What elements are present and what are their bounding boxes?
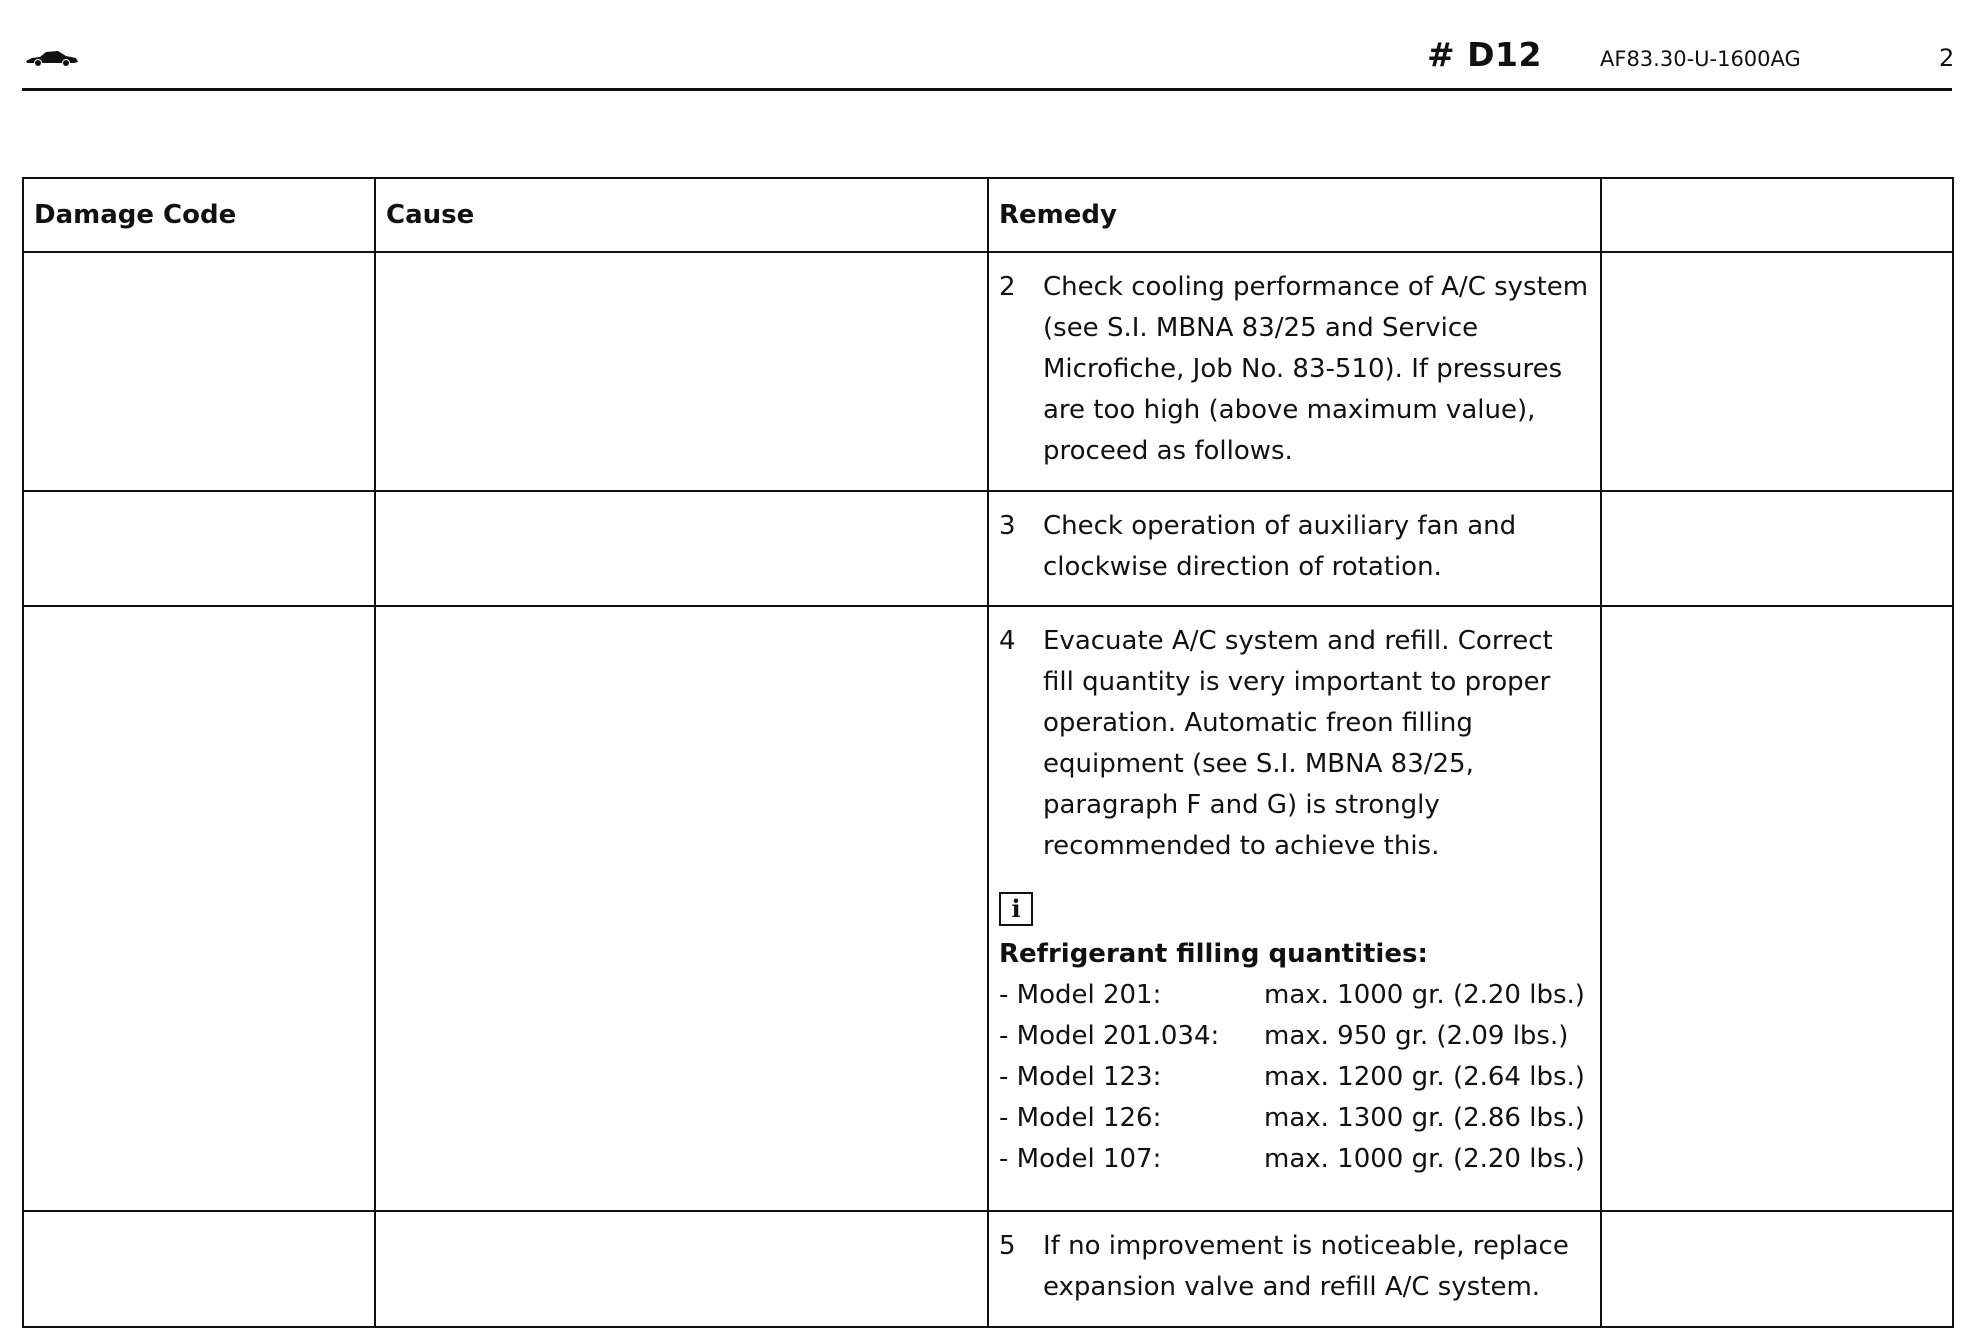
table-row xyxy=(23,1211,1953,1327)
extra-cell xyxy=(1601,1211,1953,1327)
remedy-step xyxy=(999,506,1590,588)
table-row xyxy=(23,491,1953,606)
remedy-step xyxy=(999,267,1590,472)
column-header-blank xyxy=(1601,178,1953,252)
page-number: 2 xyxy=(1939,44,1955,72)
quantity-row xyxy=(999,1016,1590,1057)
cause-cell xyxy=(375,606,988,1211)
repair-table xyxy=(22,177,1954,1328)
column-header-damage-code: Damage Code xyxy=(23,178,375,252)
step-text: Check operation of auxiliary fan and clockwise direction of rotation. xyxy=(1043,511,1517,582)
step-text: Check cooling performance of A/C system (see S.I. MBNA 83/25 and Service Microfiche, Job No. 83-510). If pressures are too high (above maximum value), proceed as follows. xyxy=(1043,272,1589,466)
column-header-cause: Cause xyxy=(375,178,988,252)
quantity-model: - Model 123: xyxy=(999,1062,1162,1092)
car-icon xyxy=(24,46,80,68)
remedy-cell xyxy=(988,491,1601,606)
remedy-cell xyxy=(988,252,1601,491)
damage-code-cell xyxy=(23,1211,375,1327)
damage-code-cell xyxy=(23,606,375,1211)
info-heading: Refrigerant filling quantities: xyxy=(999,939,1428,969)
quantity-row xyxy=(999,975,1590,1016)
quantity-value: max. 1000 gr. (2.20 lbs.) xyxy=(1264,980,1585,1010)
extra-cell xyxy=(1601,606,1953,1211)
step-number: 3 xyxy=(999,511,1016,541)
step-text: Evacuate A/C system and refill. Correct fill quantity is very important to proper operation. Automatic freon filling equipment (see S.I. MBNA 83/25, paragraph F and G) is strongly recommended to achieve this. xyxy=(1043,626,1553,861)
page-header xyxy=(22,30,1955,91)
extra-cell xyxy=(1601,491,1953,606)
quantity-row xyxy=(999,1098,1590,1139)
step-text: If no improvement is noticeable, replace expansion valve and refill A/C system. xyxy=(1043,1231,1569,1302)
document-reference: AF83.30-U-1600AG xyxy=(1600,47,1801,71)
damage-code-cell xyxy=(23,252,375,491)
quantity-model: - Model 201.034: xyxy=(999,1021,1220,1051)
quantity-model: - Model 201: xyxy=(999,980,1162,1010)
remedy-cell xyxy=(988,1211,1601,1327)
quantity-model: - Model 107: xyxy=(999,1144,1162,1174)
table-row xyxy=(23,252,1953,491)
step-number: 4 xyxy=(999,626,1016,656)
info-icon: i xyxy=(999,892,1033,926)
cause-cell xyxy=(375,252,988,491)
table-header-row xyxy=(23,178,1953,252)
quantity-row xyxy=(999,1139,1590,1180)
quantity-model: - Model 126: xyxy=(999,1103,1162,1133)
document-code: # D12 xyxy=(1427,35,1542,74)
step-number: 5 xyxy=(999,1231,1016,1261)
cause-cell xyxy=(375,491,988,606)
quantity-value: max. 950 gr. (2.09 lbs.) xyxy=(1264,1021,1569,1051)
info-block xyxy=(999,889,1590,1180)
quantity-row xyxy=(999,1057,1590,1098)
remedy-step xyxy=(999,621,1590,867)
cause-cell xyxy=(375,1211,988,1327)
table-row xyxy=(23,606,1953,1211)
quantity-value: max. 1300 gr. (2.86 lbs.) xyxy=(1264,1103,1585,1133)
quantity-value: max. 1200 gr. (2.64 lbs.) xyxy=(1264,1062,1585,1092)
damage-code-cell xyxy=(23,491,375,606)
remedy-step xyxy=(999,1226,1590,1308)
column-header-remedy: Remedy xyxy=(988,178,1601,252)
quantity-value: max. 1000 gr. (2.20 lbs.) xyxy=(1264,1144,1585,1174)
remedy-cell xyxy=(988,606,1601,1211)
step-number: 2 xyxy=(999,272,1016,302)
extra-cell xyxy=(1601,252,1953,491)
